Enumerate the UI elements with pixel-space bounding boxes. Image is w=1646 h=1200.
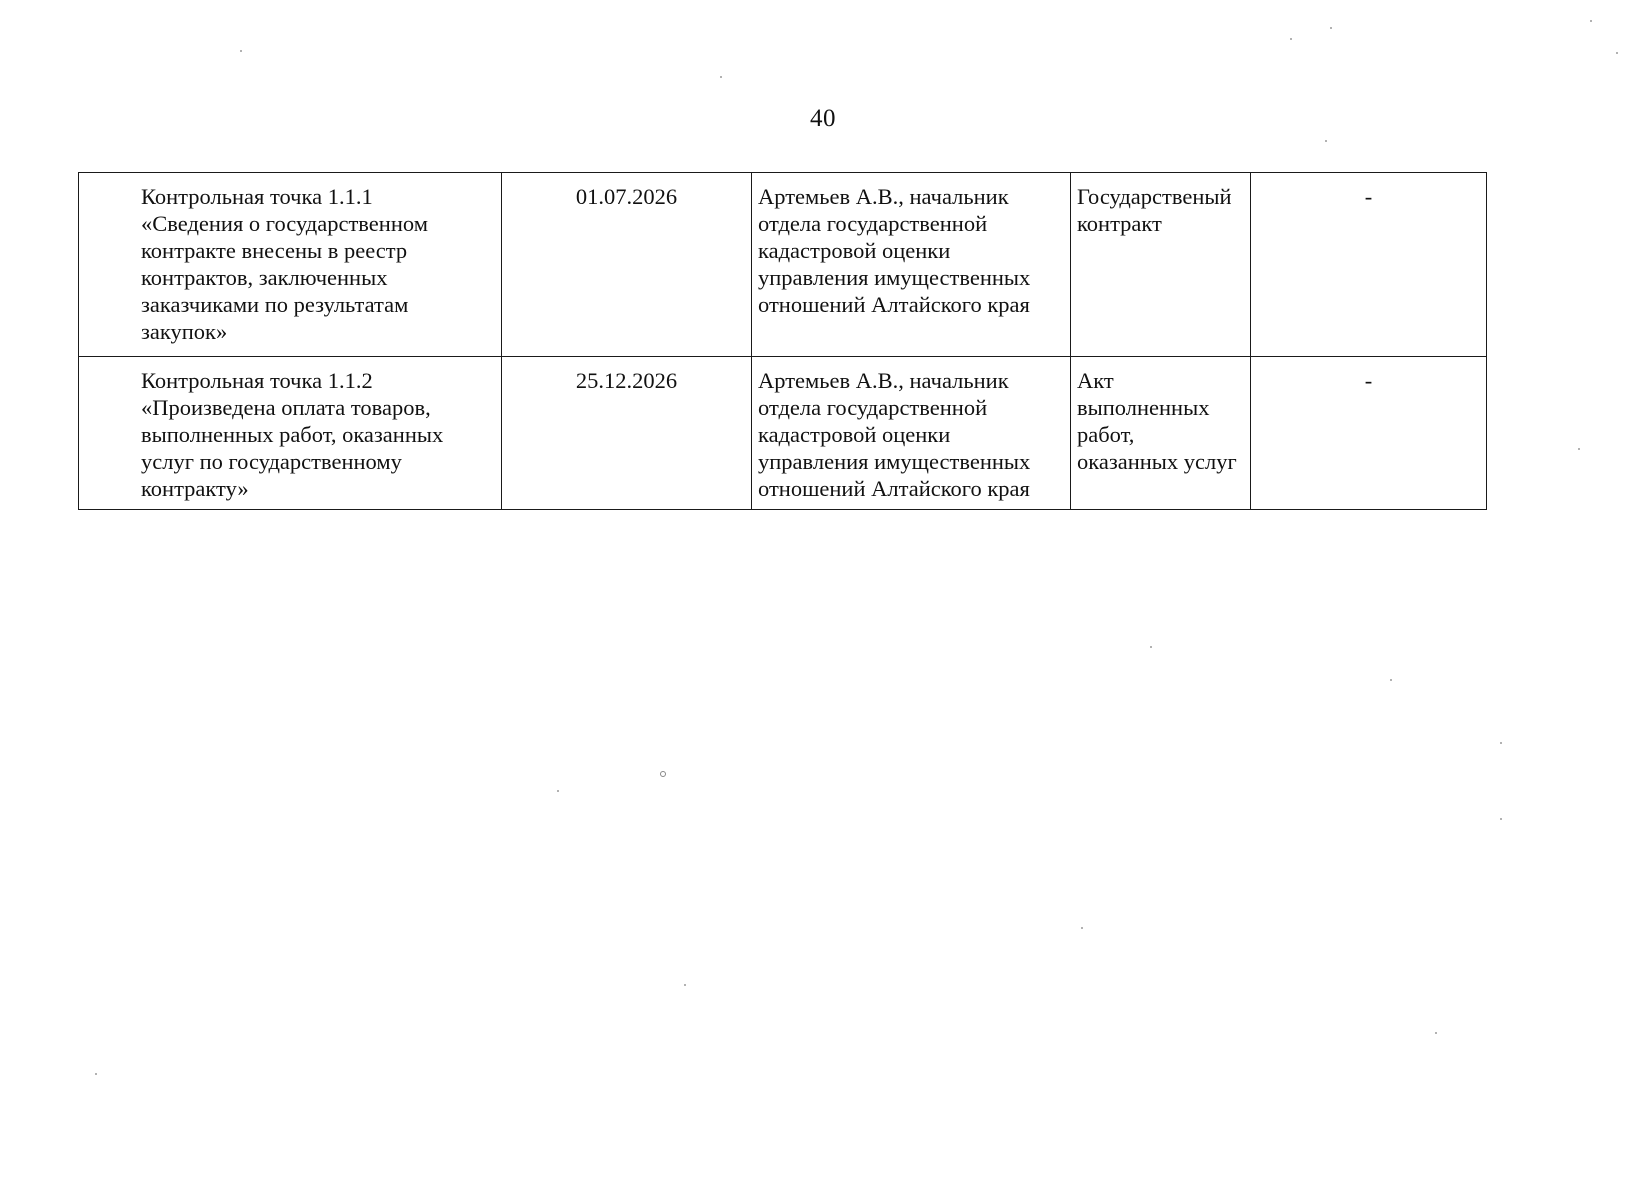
document-line: работ,	[1077, 422, 1135, 447]
control-point-cell	[79, 357, 502, 510]
responsible-cell	[752, 173, 1071, 357]
scan-speck	[684, 984, 686, 986]
document-cell	[1071, 357, 1251, 510]
scan-speck	[1578, 448, 1580, 450]
control-point-line: «Сведения о государственном	[141, 211, 428, 236]
scan-speck	[1290, 38, 1292, 40]
responsible-line: управления имущественных	[758, 449, 1031, 474]
scan-speck	[1500, 818, 1502, 820]
scan-speck	[95, 1073, 97, 1075]
document-line: Акт	[1077, 368, 1114, 393]
scan-speck	[660, 771, 666, 777]
scan-speck	[1390, 679, 1392, 681]
responsible-line: кадастровой оценки	[758, 422, 951, 447]
responsible-line: отношений Алтайского края	[758, 292, 1030, 317]
note-cell: -	[1251, 173, 1487, 357]
note-cell: -	[1251, 357, 1487, 510]
control-point-line: Контрольная точка 1.1.2	[141, 368, 373, 393]
responsible-line: управления имущественных	[758, 265, 1031, 290]
responsible-line: Артемьев А.В., начальник	[758, 368, 1009, 393]
scan-speck	[557, 790, 559, 792]
document-line: контракт	[1077, 211, 1162, 236]
control-points-table	[78, 172, 1487, 510]
document-line: выполненных	[1077, 395, 1210, 420]
control-point-line: заказчиками по результатам	[141, 292, 409, 317]
scan-speck	[720, 76, 722, 78]
document-line: Государственый	[1077, 184, 1232, 209]
scan-speck	[240, 50, 242, 52]
scan-speck	[1616, 52, 1618, 54]
scan-speck	[1590, 20, 1592, 22]
page-number: 40	[810, 105, 836, 132]
control-point-line: контракте внесены в реестр	[141, 238, 408, 263]
document-line: оказанных услуг	[1077, 449, 1237, 474]
scan-speck	[1330, 27, 1332, 29]
scan-speck	[1435, 1032, 1437, 1034]
date-cell: 01.07.2026	[502, 173, 752, 357]
control-point-line: контрактов, заключенных	[141, 265, 388, 290]
scan-speck	[1500, 742, 1502, 744]
responsible-line: отдела государственной	[758, 211, 988, 236]
control-point-line: выполненных работ, оказанных	[141, 422, 444, 447]
table-row	[79, 357, 1487, 510]
scan-speck	[1081, 927, 1083, 929]
responsible-line: Артемьев А.В., начальник	[758, 184, 1009, 209]
responsible-cell	[752, 357, 1071, 510]
scan-speck	[1150, 646, 1152, 648]
control-point-line: услуг по государственному	[141, 449, 402, 474]
control-point-cell	[79, 173, 502, 357]
table-row	[79, 173, 1487, 357]
responsible-line: отдела государственной	[758, 395, 988, 420]
document-cell	[1071, 173, 1251, 357]
control-point-line: Контрольная точка 1.1.1	[141, 184, 373, 209]
responsible-line: отношений Алтайского края	[758, 476, 1030, 501]
responsible-line: кадастровой оценки	[758, 238, 951, 263]
control-point-line: контракту»	[141, 476, 249, 501]
date-cell: 25.12.2026	[502, 357, 752, 510]
control-point-line: «Произведена оплата товаров,	[141, 395, 431, 420]
scan-speck	[1325, 140, 1327, 142]
control-point-line: закупок»	[141, 319, 228, 344]
